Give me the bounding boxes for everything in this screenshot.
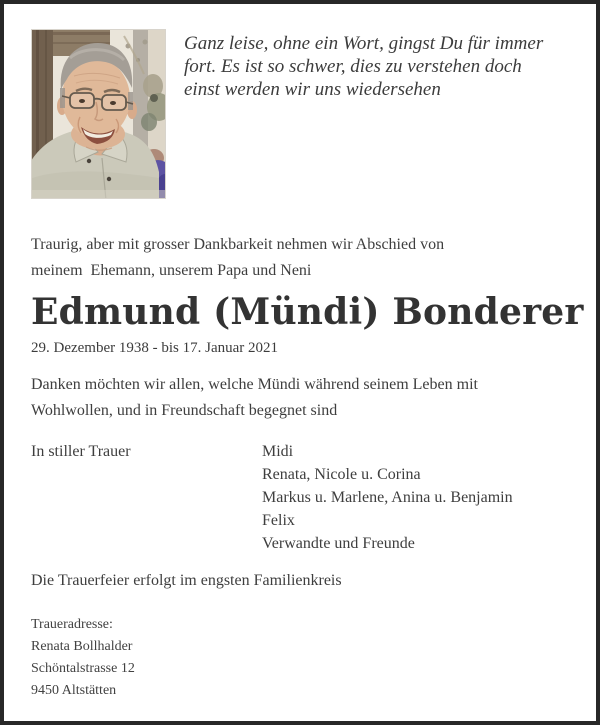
- mourner-name: Renata, Nicole u. Corina: [262, 466, 421, 483]
- deceased-portrait: [31, 29, 166, 199]
- life-dates: 29. Dezember 1938 - bis 17. Januar 2021: [31, 340, 279, 356]
- portrait-illustration: [32, 30, 166, 199]
- address-line: 9450 Altstätten: [31, 683, 117, 698]
- address-line: Renata Bollhalder: [31, 639, 133, 654]
- mourner-name: Midi: [262, 443, 294, 460]
- mourning-section: [31, 440, 566, 555]
- address-label: Traueradresse:: [31, 617, 113, 632]
- ceremony-note: Die Trauerfeier erfolgt im engsten Familienkreis: [31, 572, 342, 589]
- intro-line: Traurig, aber mit grosser Dankbarkeit nehmen wir Abschied von: [31, 236, 445, 253]
- thanks-line: Danken möchten wir allen, welche Mündi während seinem Leben mit: [31, 376, 478, 393]
- mourner-name: Verwandte und Freunde: [262, 535, 415, 552]
- thanks-text: [31, 372, 566, 424]
- thanks-line: Wohlwollen, und in Freundschaft begegnet sind: [31, 402, 338, 419]
- verse-line: einst werden wir uns wiedersehen: [184, 79, 441, 100]
- mourner-name: Felix: [262, 512, 295, 529]
- mourning-address: [31, 614, 566, 702]
- intro-text: [31, 232, 566, 284]
- obituary-content: [4, 4, 596, 702]
- verse-line: fort. Es ist so schwer, dies zu verstehen doch: [184, 56, 522, 77]
- verse-line: Ganz leise, ohne ein Wort, gingst Du für immer: [184, 33, 544, 54]
- header-row: [31, 29, 566, 199]
- deceased-name: Edmund (Mündi) Bonderer: [31, 291, 584, 333]
- mourners-list: [262, 440, 513, 555]
- mourning-label: In stiller Trauer: [31, 443, 131, 460]
- mourner-name: Markus u. Marlene, Anina u. Benjamin: [262, 489, 513, 506]
- memorial-verse: [184, 29, 543, 101]
- intro-line: meinem Ehemann, unserem Papa und Neni: [31, 262, 312, 279]
- address-line: Schöntalstrasse 12: [31, 661, 135, 676]
